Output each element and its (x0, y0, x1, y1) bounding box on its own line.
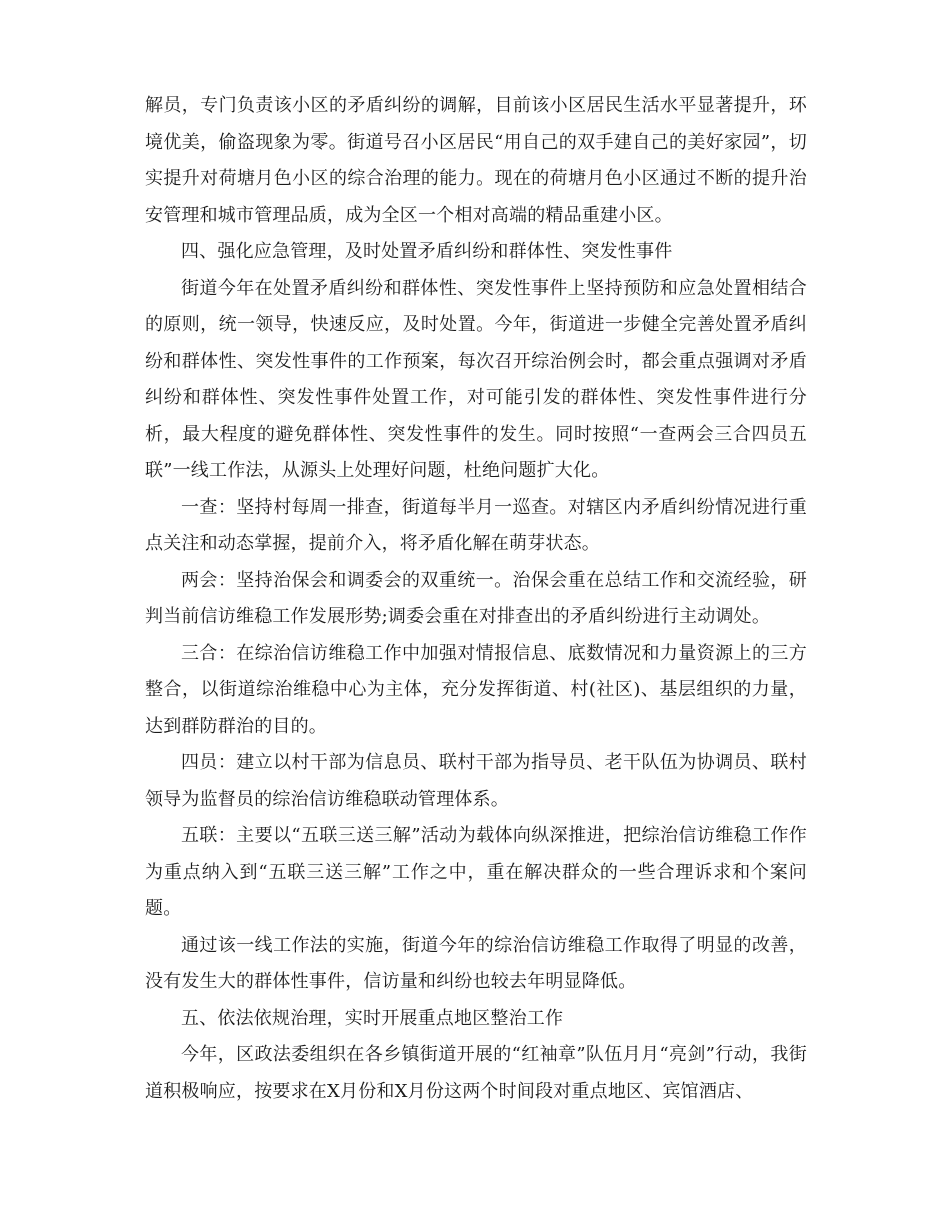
section-heading-4: 四、强化应急管理，及时处置矛盾纠纷和群体性、突发性事件 (181, 241, 673, 262)
paragraph-summary: 通过该一线工作法的实施，街道今年的综治信访维稳工作取得了明显的改善，没有发生大的群体性事件，信访量和纠纷也较去年明显降低。 (145, 934, 807, 992)
paragraph-1: 解员，专门负责该小区的矛盾纠纷的调解，目前该小区居民生活水平显著提升，环境优美，偷盗现象为零。街道号召小区居民“用自己的双手建自己的美好家园”，切实提升对荷塘月色小区的综合治理的能力。现在的荷塘月色小区通过不断的提升治安管理和城市管理品质，成为全区一个相对高端的精品重建小区。 (145, 95, 807, 226)
paragraph-red-armband: 今年，区政法委组织在各乡镇街道开展的“红袖章”队伍月月“亮剑”行动，我街道积极响应，按要求在X月份和X月份这两个时间段对重点地区、宾馆酒店、 (145, 1044, 807, 1102)
paragraph-emergency-management: 街道今年在处置矛盾纠纷和群体性、突发性事件上坚持预防和应急处置相结合的原则，统一领导，快速反应，及时处置。今年，街道进一步健全完善处置矛盾纠纷和群体性、突发性事件的工作预案，每次召开综治例会时，都会重点强调对矛盾纠纷和群体性、突发性事件处置工作，对可能引发的群体性、突发性事件进行分析，最大程度的避免群体性、突发性事件的发生。同时按照“一查两会三合四员五联”一线工作法，从源头上处理好问题，杜绝问题扩大化。 (145, 277, 807, 481)
paragraph-sanhe: 三合：在综治信访维稳工作中加强对情报信息、底数情况和力量资源上的三方整合，以街道综治维稳中心为主体，充分发挥街道、村(社区)、基层组织的力量，达到群防群治的目的。 (145, 642, 807, 737)
paragraph-lianghui: 两会：坚持治保会和调委会的双重统一。治保会重在总结工作和交流经验，研判当前信访维稳工作发展形势;调委会重在对排查出的矛盾纠纷进行主动调处。 (145, 569, 807, 627)
document-page (145, 88, 807, 1110)
paragraph-yicha: 一查：坚持村每周一排查，街道每半月一巡查。对辖区内矛盾纠纷情况进行重点关注和动态掌握，提前介入，将矛盾化解在萌芽状态。 (145, 496, 807, 554)
paragraph-wulian: 五联：主要以“五联三送三解”活动为载体向纵深推进，把综治信访维稳工作作为重点纳入到“五联三送三解”工作之中，重在解决群众的一些合理诉求和个案问题。 (145, 825, 807, 919)
section-heading-5: 五、依法依规治理，实时开展重点地区整治工作 (181, 1007, 564, 1029)
paragraph-siyuan: 四员：建立以村干部为信息员、联村干部为指导员、老干队伍为协调员、联村领导为监督员的综治信访维稳联动管理体系。 (145, 752, 807, 810)
